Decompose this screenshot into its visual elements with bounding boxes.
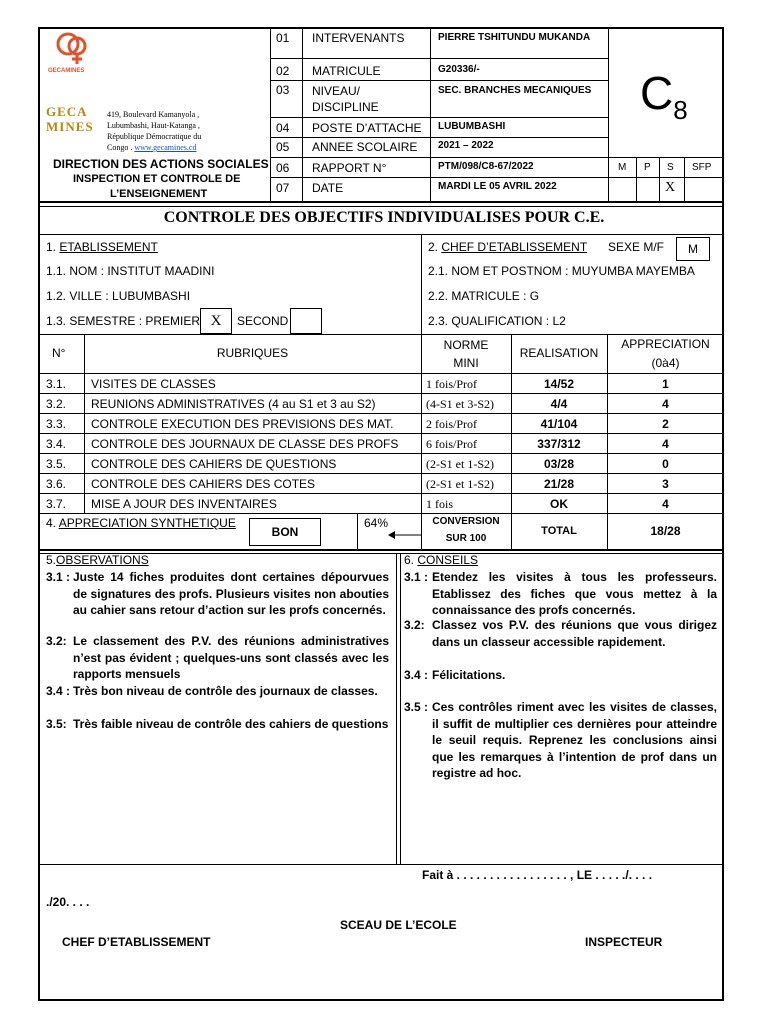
website-link[interactable]: www.gecamines.cd [134,143,197,152]
form-code-letter: C [640,67,674,119]
table-row-divider [38,393,724,394]
table-row-divider [38,473,724,474]
field-value-date: MARDI LE 05 AVRIL 2022 [438,181,557,192]
mention-m: M [618,162,627,173]
observation-text-1: Juste 14 fiches produites dont certaines dépourvues de signatures des profs. Plusieurs visites non abouties au cahier sans retour d’action sur les profs concernés. [73,570,389,617]
row-num: 3.1. [46,377,67,391]
form-code-sub: 8 [673,95,688,126]
field-label-poste: POSTE D’ATTACHE [312,121,422,135]
address-line-4 [107,143,196,152]
field-label-intervenants: INTERVENANTS [312,31,405,45]
row-rubrique: MISE A JOUR DES INVENTAIRES [91,497,277,511]
observation-text-2: Le classement des P.V. des réunions administratives n’est pas évident ; quelques-uns sont classés avec les rapports mensuels [73,634,389,681]
row-rubrique: CONTROLE DES JOURNAUX DE CLASSE DES PROFS [91,437,399,451]
observation-item-3 [46,683,389,700]
col-num-header: N° [52,346,66,360]
mention-p: P [644,162,651,173]
mention-mark: X [665,180,676,195]
conseils-heading [404,553,478,567]
chef-signature-label: CHEF D’ETABLISSEMENT [62,935,211,949]
etablissement-heading [46,240,158,254]
conseil-label-4: 3.5 : [404,700,429,714]
conseil-text-4: Ces contrôles riment avec les visites de classes, il suffit de multiplier ces dernières pour atteindre le seuil requis. Reprenez les conclusions ainsi que les remarques à l’intention de prof dans un registre ad hoc. [432,700,717,780]
field-label-date: DATE [312,181,344,195]
grid-line [357,513,358,549]
chef-heading [428,240,587,254]
col-appreciation-header-1: APPRECIATION [621,337,710,351]
row-norme: 1 fois/Prof [426,377,477,391]
row-num: 3.7. [46,497,67,511]
observation-label-3: 3.4 : [46,684,71,698]
sceau-label: SCEAU DE L’ECOLE [340,918,457,932]
inspection-line-1: INSPECTION ET CONTROLE DE [73,173,241,185]
observation-text-3: Très bon niveau de contrôle des journaux de classes. [73,684,378,698]
row-num: 3.5. [46,457,67,471]
header-divider [38,201,724,203]
col-norme-header-2: MINI [453,356,479,370]
page-title: CONTROLE DES OBJECTIFS INDIVIDUALISES POUR C.E. [163,209,605,226]
grid-line [38,864,724,865]
observation-item-2 [46,633,389,683]
second-label: SECOND [237,314,289,328]
observation-label-4: 3.5: [46,717,67,731]
field-value-niveau: SEC. BRANCHES MECANIQUES [438,85,592,96]
row-appreciation: 4 [662,497,669,511]
mention-s: S [667,162,674,173]
row-realisation: 21/28 [543,477,575,491]
grid-line [421,234,422,334]
fait-a-line: Fait à . . . . . . . . . . . . . . . . . , LE . . . . ./. . . . [422,868,653,882]
field-label-rapport: RAPPORT N° [312,161,387,175]
row-rubrique: VISITES DE CLASSES [91,377,216,391]
mention-sfp: SFP [692,162,712,173]
conseil-label-2: 3.2: [404,618,425,632]
row-rubrique: REUNIONS ADMINISTRATIVES (4 au S1 et 3 au S2) [91,397,376,411]
grid-line [38,549,724,551]
row-num: 3.2. [46,397,67,411]
chef-heading-text: CHEF D’ETABLISSEMENT [441,240,588,254]
etablissement-ville: 1.2. VILLE : LUBUMBASHI [46,289,191,303]
row-realisation: 41/104 [540,417,578,431]
table-row-divider [38,433,724,434]
conseil-item-4 [404,699,717,782]
grid-line [84,334,85,513]
gecamines-logo [52,30,94,70]
grid-line [636,157,637,202]
address-line-3: République Démocratique du [107,132,202,141]
brand-line-2: MINES [46,119,94,134]
inspecteur-signature-label: INSPECTEUR [585,935,663,949]
row-appreciation: 4 [662,397,669,411]
grid-line [270,80,608,81]
row-num: 3.4. [46,437,67,451]
row-realisation: 03/28 [543,457,575,471]
address-country: Congo . [107,143,133,152]
conversion-label-1: CONVERSION [432,516,500,527]
grid-line [608,27,609,202]
conseil-item-1 [404,569,717,619]
row-num: 3.6. [46,477,67,491]
grid-line [400,553,401,864]
observation-item-4 [46,716,389,733]
field-num-06: 06 [276,161,290,175]
grid-line [684,157,685,202]
conseil-text-1: Etendez les visites à tous les professeurs. Etablissez des fiches que vous mettez à la connaissance des profs concernés. [432,570,717,617]
grid-line [302,27,303,202]
etablissement-semestre: 1.3. SEMESTRE : PREMIER [46,314,201,328]
row-norme: 1 fois [426,497,453,511]
field-num-07: 07 [276,181,290,195]
address-line-1: 419, Boulevard Kamanyola , [107,110,200,119]
total-value: 18/28 [650,524,681,538]
conversion-label-2: SUR 100 [445,533,487,544]
field-value-annee: 2021 – 2022 [438,140,494,151]
synthese-label-text: APPRECIATION SYNTHETIQUE [58,516,236,530]
direction-title: DIRECTION DES ACTIONS SOCIALES [53,157,269,171]
field-label-annee: ANNEE SCOLAIRE [312,140,418,154]
arrow-left-icon [388,530,422,540]
percent-value: 64% [364,516,389,530]
chef-nom: 2.1. NOM ET POSTNOM : MUYUMBA MAYEMBA [428,264,695,278]
form-code [640,66,688,126]
conseil-item-3 [404,667,717,684]
grid-line [270,177,724,178]
second-checkbox[interactable] [290,308,322,334]
table-row-divider [38,453,724,454]
synthese-label-num: 4. [46,516,57,530]
sexe-label: SEXE M/F [608,240,665,254]
header-divider-2 [38,206,724,207]
row-realisation: OK [550,497,568,511]
col-appreciation-header-2: (0à4) [651,356,680,370]
field-value-rapport: PTM/098/C8-67/2022 [438,161,534,172]
etablissement-nom: 1.1. NOM : INSTITUT MAADINI [46,264,215,278]
field-num-04: 04 [276,121,290,135]
observations-heading [46,553,149,567]
etablissement-heading-text: ETABLISSEMENT [59,240,158,254]
row-norme: (4-S1 et 3-S2) [426,397,494,411]
grid-line [270,137,608,138]
observations-heading-text: OBSERVATIONS [56,553,149,567]
row-norme: (2-S1 et 1-S2) [426,457,494,471]
field-num-03: 03 [276,83,290,97]
grid-line [430,27,431,202]
brand-line-1: GECA [46,104,88,119]
grid-line [396,553,397,864]
observation-label-2: 3.2: [46,634,67,648]
inspection-line-2: L’ENSEIGNEMENT [110,188,208,200]
conseils-heading-text: CONSEILS [417,553,479,567]
etablissement-heading-num: 1. [46,240,57,254]
chef-matricule: 2.2. MATRICULE : G [428,289,540,303]
row-realisation: 337/312 [537,437,581,451]
grid-line [38,334,724,335]
table-row-divider [38,413,724,414]
row-appreciation: 4 [662,437,669,451]
field-value-matricule: G20336/- [438,64,480,75]
row-appreciation: 2 [662,417,669,431]
grid-line [270,27,271,202]
grid-line [270,58,608,59]
col-norme-header-1: NORME [443,338,489,352]
row-rubrique: CONTROLE DES CAHIERS DE QUESTIONS [91,457,337,471]
logo-label: GECAMINES [48,68,85,74]
field-num-01: 01 [276,31,290,45]
row-appreciation: 0 [662,457,669,471]
conseil-item-2 [404,617,717,650]
row-appreciation: 3 [662,477,669,491]
field-num-02: 02 [276,64,290,78]
conseil-label-1: 3.1 : [404,570,429,584]
grid-line [38,513,724,514]
date-line: ./20. . . . [46,895,90,909]
grid-line [270,157,724,158]
premier-checkbox[interactable]: X [200,308,232,334]
field-value-poste: LUBUMBASHI [438,121,506,132]
row-realisation: 4/4 [550,397,568,411]
conseil-text-2: Classez vos P.V. des réunions que vous dirigez dans un classeur accessible rapidement. [432,618,717,649]
row-appreciation: 1 [662,377,669,391]
row-realisation: 14/52 [543,377,575,391]
grid-line [270,117,608,118]
grid-line [659,157,660,202]
synthese-value-box: BON [249,518,321,546]
grid-line [38,373,724,374]
observation-item-1 [46,569,389,619]
col-realisation-header: REALISATION [519,346,599,360]
row-norme: (2-S1 et 1-S2) [426,477,494,491]
conseil-text-3: Félicitations. [432,668,506,682]
chef-qualification: 2.3. QUALIFICATION : L2 [428,314,566,328]
field-label-matricule: MATRICULE [312,64,381,78]
row-norme: 6 fois/Prof [426,437,477,451]
observation-label-1: 3.1 : [46,570,71,584]
chef-heading-num: 2. [428,240,439,254]
conseils-heading-num: 6. [404,553,415,567]
field-label-niveau: NIVEAU/ DISCIPLINE [312,84,379,114]
row-rubrique: CONTROLE EXECUTION DES PREVISIONS DES MAT. [91,417,394,431]
total-label: TOTAL [541,525,577,537]
field-num-05: 05 [276,140,290,154]
table-row-divider [38,493,724,494]
col-rubriques-header: RUBRIQUES [216,346,289,360]
observation-text-4: Très faible niveau de contrôle des cahiers de questions [73,717,389,731]
synthese-label [46,516,236,530]
conseil-label-3: 3.4 : [404,668,429,682]
field-value-intervenants: PIERRE TSHITUNDU MUKANDA [438,32,591,43]
gecamines-logo-icon [52,30,94,70]
row-num: 3.3. [46,417,67,431]
address-line-2: Lubumbashi, Haut-Katanga , [107,121,200,130]
row-norme: 2 fois/Prof [426,417,477,431]
sexe-value-box[interactable]: M [676,237,710,261]
observations-heading-num: 5. [46,553,57,567]
grid-line [38,234,724,235]
row-rubrique: CONTROLE DES CAHIERS DES COTES [91,477,316,491]
